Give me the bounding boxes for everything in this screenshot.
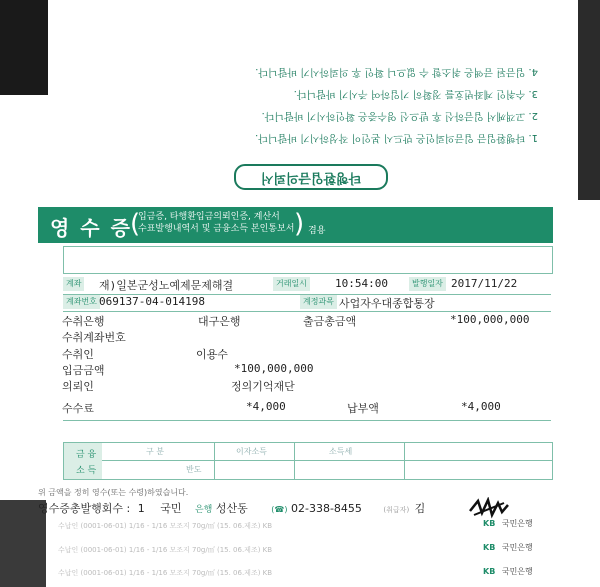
upper-sheet-mirrored bbox=[48, 0, 558, 200]
table-col-header: 이자소득 bbox=[236, 447, 267, 456]
note-line: 1. 타행환입금 입금의뢰인은 반드시 본인이 작성하시기 바랍니다. bbox=[255, 132, 538, 143]
issue-count-label: 영수증총발행회수 : bbox=[38, 502, 131, 515]
kb-bank-name: 국민은행 bbox=[501, 519, 533, 528]
phone-number: 02-338-8455 bbox=[290, 502, 362, 515]
date-label: 발행일자 bbox=[409, 277, 446, 291]
meta-row bbox=[63, 277, 551, 293]
kb-logo bbox=[483, 518, 533, 529]
branch-prefix: 은행 bbox=[194, 505, 213, 515]
issue-date: 2017/11/22 bbox=[451, 277, 518, 290]
subject-label: 계정과목 bbox=[300, 295, 337, 309]
time-label: 거래일시 bbox=[273, 277, 310, 291]
paid-label: 납부액 bbox=[347, 402, 379, 415]
account-label: 계좌 bbox=[63, 277, 84, 291]
kb-mark: KB bbox=[483, 543, 496, 552]
kb-mark: KB bbox=[483, 519, 496, 528]
table-sub-label: 반도 bbox=[186, 465, 202, 474]
handler-label: (취급자) bbox=[383, 506, 410, 514]
meta-row bbox=[63, 295, 551, 311]
receiving-account-label: 수취계좌번호 bbox=[62, 331, 126, 344]
issue-info bbox=[38, 500, 425, 516]
bank-name: 국민 bbox=[160, 502, 182, 515]
kb-bank-name: 국민은행 bbox=[501, 567, 533, 576]
divider bbox=[63, 311, 551, 312]
issue-count: 1 bbox=[137, 502, 145, 515]
deposit-label: 입금금액 bbox=[62, 364, 105, 377]
withdrawal-label: 출금총금액 bbox=[303, 315, 357, 328]
account-number: 069137-04-014198 bbox=[99, 295, 205, 308]
kb-mark: KB bbox=[483, 567, 496, 576]
table-head-label: 소 득 bbox=[76, 466, 97, 476]
kb-logo bbox=[483, 542, 533, 553]
column-divider bbox=[214, 443, 215, 479]
kb-bank-name: 국민은행 bbox=[501, 543, 533, 552]
receipt-subtitle bbox=[138, 211, 294, 235]
receipt-note: 위 금액을 정히 영수(또는 수령)하였습니다. bbox=[38, 488, 189, 497]
deposit-amount: *100,000,000 bbox=[234, 362, 314, 375]
receipt bbox=[38, 207, 553, 587]
subtitle-line: 입금증, 타행환입금의뢰인증, 계산서 bbox=[138, 212, 280, 222]
receipt-header bbox=[38, 207, 553, 243]
account-name: 재)일본군성노예제문제해결 bbox=[99, 279, 234, 292]
number-label: 계좌번호 bbox=[63, 295, 100, 309]
withdrawal-amount: *100,000,000 bbox=[450, 313, 530, 326]
divider bbox=[102, 460, 552, 461]
upper-sheet-notes bbox=[68, 60, 538, 148]
note-line: 2. 고객께서 입금하신 후 받으신 영수증은 확인하시기 바랍니다. bbox=[261, 110, 538, 121]
receipt-title: 영 수 증 bbox=[50, 216, 132, 240]
background-corner bbox=[0, 0, 48, 95]
receiver-name: 이용수 bbox=[196, 348, 228, 361]
table-head-label: 금 융 bbox=[76, 450, 97, 460]
receiving-bank-label: 수취은행 bbox=[62, 315, 105, 328]
transaction-time: 10:54:00 bbox=[335, 277, 388, 290]
stub-text: 수납인 (0001-06-01) 1/16 - 1/16 모조지 70g/㎡ (15. 06.제조) KB bbox=[58, 569, 273, 577]
account-subject: 사업자우대종합통장 bbox=[339, 297, 435, 310]
paren-close: ) bbox=[294, 209, 305, 239]
table-col-header: 구 분 bbox=[146, 447, 164, 456]
requester-label: 의뢰인 bbox=[62, 380, 94, 393]
handler-name: 김 bbox=[414, 502, 426, 515]
signature bbox=[468, 497, 510, 519]
kb-logo bbox=[483, 566, 533, 577]
column-divider bbox=[404, 443, 405, 479]
table-col-header: 소득세 bbox=[329, 447, 353, 456]
divider bbox=[63, 420, 551, 421]
paid-amount: *4,000 bbox=[461, 400, 501, 413]
fee-amount: *4,000 bbox=[246, 400, 286, 413]
receiving-bank: 대구은행 bbox=[198, 315, 241, 328]
note-line: 3. 수취인 계좌번호를 정확히 기입하여 주시기 바랍니다. bbox=[293, 88, 538, 99]
paren-open: ( bbox=[130, 209, 141, 239]
phone-prefix: (☎) bbox=[271, 505, 288, 514]
requester-name: 정의기억재단 bbox=[231, 380, 295, 393]
stub-text: 수납인 (0001-06-01) 1/16 - 1/16 모조지 70g/㎡ (15. 06.제조) KB bbox=[58, 546, 273, 554]
fee-label: 수수료 bbox=[62, 402, 94, 415]
receiver-label: 수취인 bbox=[62, 348, 94, 361]
stub-text: 수납인 (0001-06-01) 1/16 - 1/16 모조지 70g/㎡ (15. 06.제조) KB bbox=[58, 522, 273, 530]
blank-box bbox=[63, 246, 553, 274]
note-line: 4. 입금된 금액은 취소할 수 없으니 확인 후 의뢰하시기 바랍니다. bbox=[255, 66, 538, 77]
background-corner bbox=[578, 0, 600, 200]
financial-income-table bbox=[63, 442, 553, 480]
upper-sheet-badge: 타행환입금의뢰서 bbox=[234, 164, 388, 190]
subtitle-line: 수표발행내역서 및 금융소득 본인통보서 bbox=[138, 224, 295, 234]
column-divider bbox=[294, 443, 295, 479]
upper-sheet bbox=[48, 0, 558, 200]
receipt-subtitle-tail: 겸용 bbox=[308, 226, 326, 236]
table-head bbox=[64, 443, 102, 479]
branch-name: 성산동 bbox=[215, 502, 248, 515]
